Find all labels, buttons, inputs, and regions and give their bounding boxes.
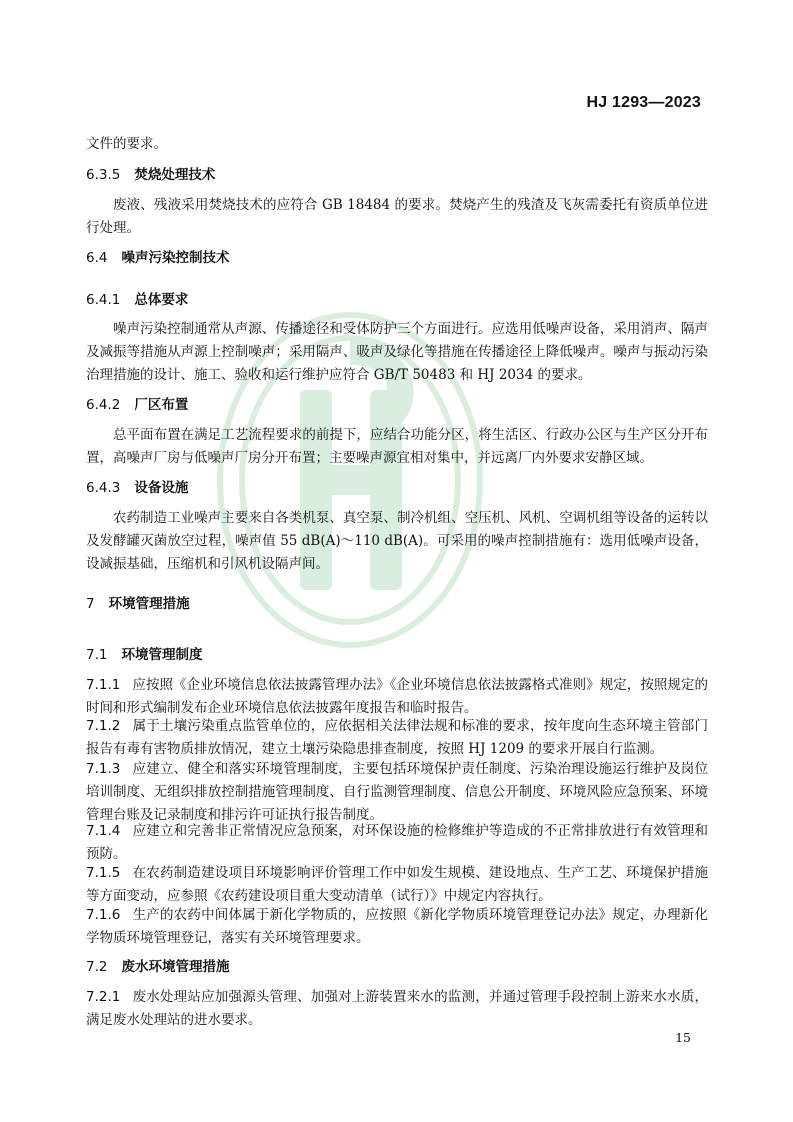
section-title: 焚烧处理技术 [134, 167, 216, 183]
section-heading-6-4-3 [86, 477, 708, 500]
clause-text: 应建立和完善非正常情况应急预案，对环保设施的检修维护等造成的不正常排放进行有效管理和预防。 [86, 823, 708, 862]
clause-7-1-4 [86, 820, 708, 866]
section-number: 7.1 [86, 647, 108, 663]
section-title: 总体要求 [134, 292, 189, 308]
clause-7-1-2 [86, 715, 708, 761]
section-paragraph-6-4-3: 农药制造工业噪声主要来自各类机泵、真空泵、制冷机组、空压机、风机、空调机组等设备的运转以及发酵罐灭菌放空过程，噪声值 55 dB(A)～110 dB(A)。可采用的噪声控制措施有：选用低噪声设备，设减振基础，压缩机和引风机设隔声间。 [86, 510, 708, 572]
page-number: 15 [675, 1030, 691, 1045]
section-title: 设备设施 [134, 480, 189, 496]
clause-number: 7.1.5 [86, 865, 121, 881]
chapter-title: 环境管理措施 [108, 596, 190, 612]
clause-text: 废水处理站应加强源头管理、加强对上游装置来水的监测，并通过管理手段控制上游来水水质，满足废水处理站的进水要求。 [86, 989, 708, 1028]
clause-7-2-1 [86, 986, 708, 1032]
chapter-number: 7 [86, 596, 95, 612]
clause-number: 7.1.2 [86, 718, 121, 734]
clause-text: 在农药制造建设项目环境影响评价管理工作中如发生规模、建设地点、生产工艺、环境保护措施等方面变动，应参照《农药建设项目重大变动清单（试行）》中规定内容执行。 [86, 865, 708, 904]
clause-7-1-5 [86, 862, 708, 908]
section-paragraph-6-4-2: 总平面布置在满足工艺流程要求的前提下，应结合功能分区，将生活区、行政办公区与生产区分开布置，高噪声厂房与低噪声厂房分开布置；主要噪声源宜相对集中，并远离厂内外要求安静区域。 [86, 427, 708, 466]
section-number: 6.4.2 [86, 397, 121, 413]
section-number: 6.4.1 [86, 292, 121, 308]
clause-number: 7.2.1 [86, 989, 121, 1005]
clause-text: 应建立、健全和落实环境管理制度，主要包括环境保护责任制度、污染治理设施运行维护及岗位培训制度、无组织排放控制措施管理制度、自行监测管理制度、信息公开制度、环境风险应急预案、环境管理台账及记录制度和排污许可证执行报告制度。 [86, 761, 708, 823]
section-heading-7-1 [86, 644, 708, 667]
clause-text: 生产的农药中间体属于新化学物质的，应按照《新化学物质环境管理登记办法》规定，办理新化学物质环境管理登记，落实有关环境管理要求。 [86, 907, 708, 946]
clause-7-1-3 [86, 758, 708, 827]
section-heading-6-4-1 [86, 289, 708, 312]
clause-text: 属于土壤污染重点监管单位的，应依据相关法律法规和标准的要求，按年度向生态环境主管部门报告有毒有害物质排放情况，建立土壤污染隐患排查制度，按照 HJ 1209 的要求开展自行监测。 [86, 718, 708, 757]
section-title: 环境管理制度 [121, 647, 203, 663]
section-number: 6.3.5 [86, 167, 121, 183]
document-number: HJ 1293—2023 [586, 94, 701, 111]
continued-paragraph [86, 133, 708, 156]
section-number: 6.4.3 [86, 480, 121, 496]
section-heading-6-3-5 [86, 164, 708, 187]
section-number: 6.4 [86, 250, 108, 266]
clause-7-1-6 [86, 904, 708, 950]
paragraph-text: 文件的要求。 [86, 136, 167, 152]
clause-number: 7.1.4 [86, 823, 121, 839]
section-number: 7.2 [86, 959, 108, 975]
clause-number: 7.1.1 [86, 677, 121, 693]
section-title: 厂区布置 [134, 397, 189, 413]
clause-text: 应按照《企业环境信息依法披露管理办法》《企业环境信息依法披露格式准则》规定，按照规定的时间和形式编制发布企业环境信息依法披露年度报告和临时报告。 [86, 677, 708, 716]
section-heading-6-4 [86, 247, 708, 270]
section-paragraph-6-3-5: 废液、残液采用焚烧技术的应符合 GB 18484 的要求。焚烧产生的残渣及飞灰需委托有资质单位进行处理。 [86, 197, 708, 236]
section-title: 噪声污染控制技术 [121, 250, 230, 266]
section-heading-7-2 [86, 956, 708, 979]
section-paragraph-6-4-1: 噪声污染控制通常从声源、传播途径和受体防护三个方面进行。应选用低噪声设备，采用消声、隔声及减振等措施从声源上控制噪声；采用隔声、吸声及绿化等措施在传播途径上降低噪声。噪声与振动污染治理措施的设计、施工、验收和运行维护应符合 GB/T 50483 和 HJ 2034 的要求。 [86, 321, 708, 383]
clause-number: 7.1.6 [86, 907, 121, 923]
clause-7-1-1 [86, 674, 708, 720]
section-title: 废水环境管理措施 [121, 959, 230, 975]
section-heading-6-4-2 [86, 394, 708, 417]
chapter-heading-7 [86, 593, 708, 616]
clause-number: 7.1.3 [86, 761, 121, 777]
